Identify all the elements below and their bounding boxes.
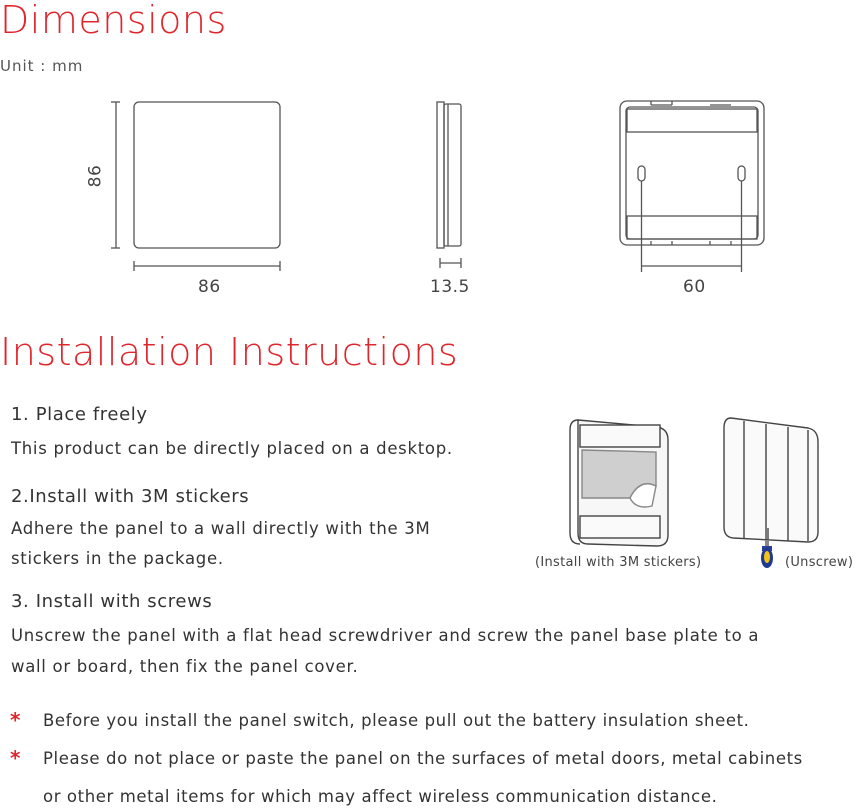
step-2-text-line-2: stickers in the package.	[11, 549, 224, 568]
step-3-text-line-1: Unscrew the panel with a flat head screwdriver and screw the panel base plate to a	[11, 626, 760, 645]
screwdriver-icon	[761, 540, 773, 568]
step-3-text-line-2: wall or board, then fix the panel cover.	[11, 657, 359, 676]
step-2-title: 2.Install with 3M stickers	[11, 486, 250, 507]
dimensions-title: Dimensions	[0, 0, 227, 42]
sticker-caption: (Install with 3M stickers)	[535, 555, 702, 570]
step-2-text-line-1: Adhere the panel to a wall directly with the 3M	[11, 519, 431, 538]
back-spacing-label: 60	[683, 277, 706, 297]
unscrew-caption: (Unscrew)	[785, 555, 854, 570]
step-1-title: 1. Place freely	[11, 404, 148, 425]
note-2-asterisk: *	[10, 746, 21, 770]
installation-title: Installation Instructions	[0, 330, 459, 374]
step-3-title: 3. Install with screws	[11, 591, 213, 612]
step-1-text: This product can be directly placed on a desktop.	[11, 439, 453, 458]
note-1-asterisk: *	[10, 708, 21, 732]
side-depth-label: 13.5	[430, 277, 470, 297]
note-1-text: Before you install the panel switch, please pull out the battery insulation sheet.	[43, 711, 750, 730]
note-2-text-line-1: Please do not place or paste the panel on the surfaces of metal doors, metal cabinets	[43, 749, 803, 768]
front-width-label: 86	[198, 277, 221, 297]
unit-label: Unit : mm	[0, 57, 84, 75]
front-height-label: 86	[85, 164, 106, 188]
note-2-text-line-2: or other metal items for which may affect wireless communication distance.	[43, 787, 718, 806]
